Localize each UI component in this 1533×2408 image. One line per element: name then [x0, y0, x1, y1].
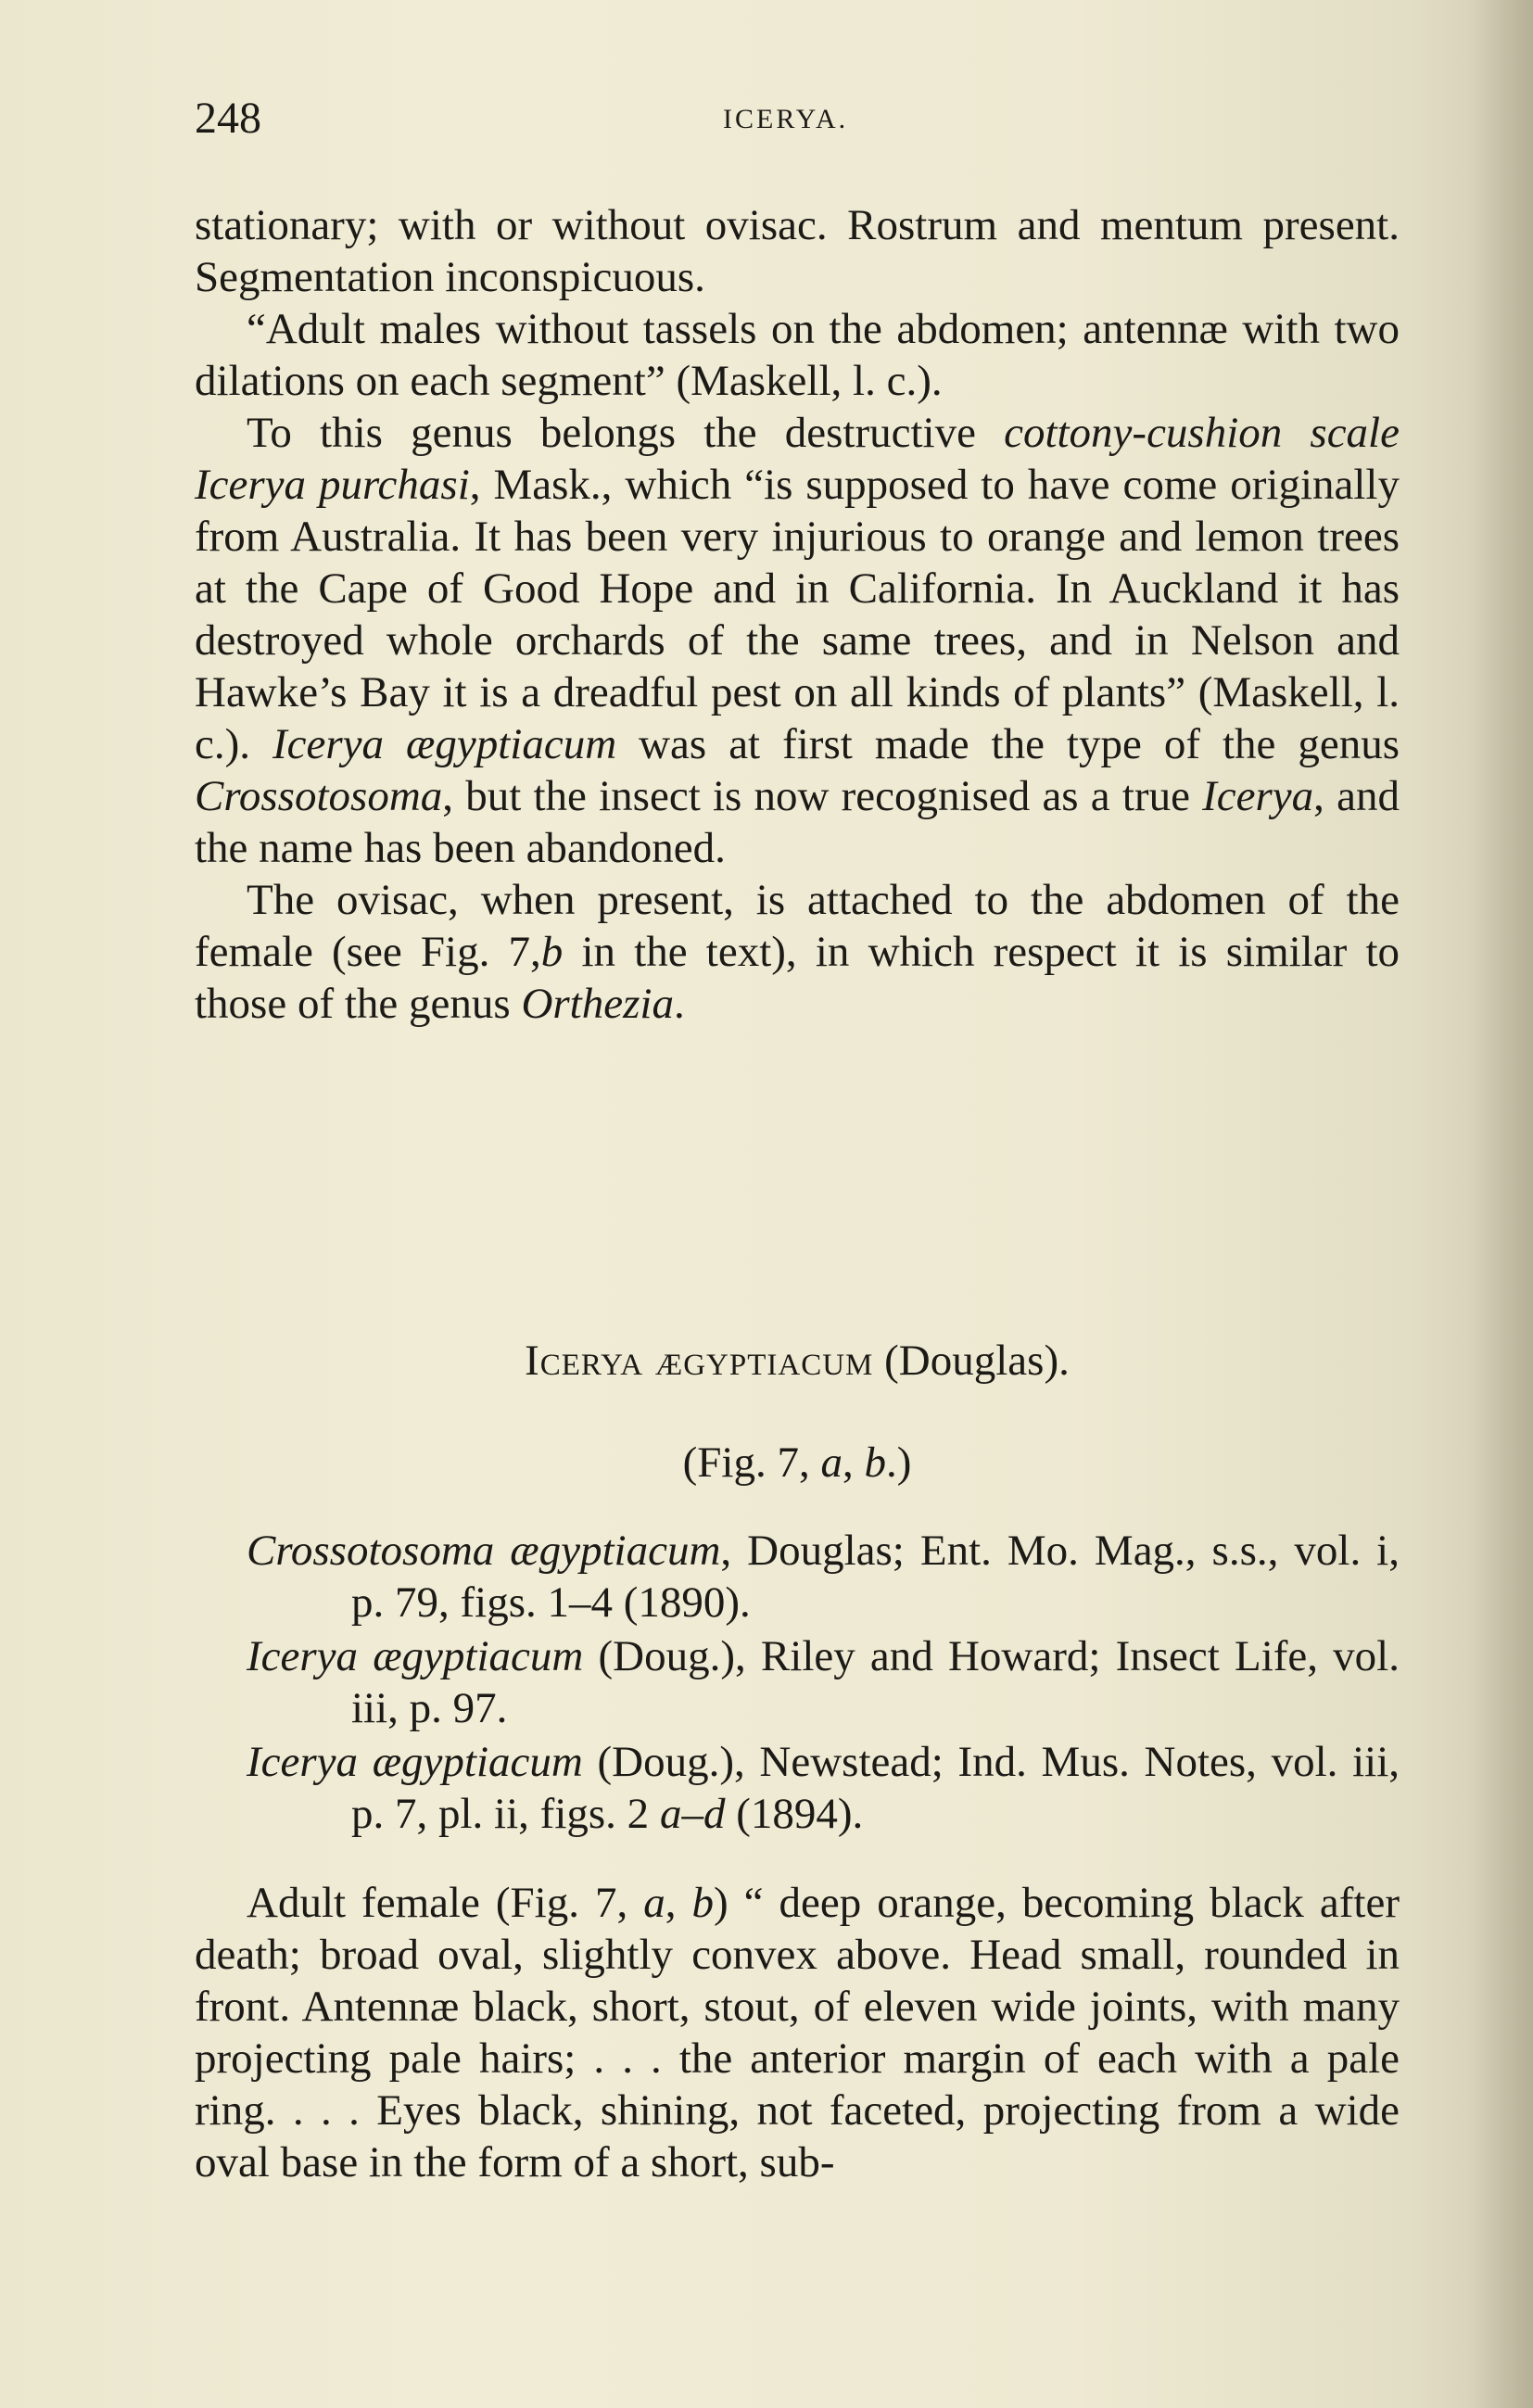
running-head — [195, 93, 1400, 148]
page-edge-shadow — [1468, 0, 1533, 2408]
text-run: The ovisac, when present, is attached to the abdomen of the female (see Fig. 7, — [195, 876, 1400, 976]
text-run: , — [842, 1438, 865, 1487]
page-number: 248 — [195, 94, 261, 143]
synonymy-entry — [247, 1736, 1400, 1840]
italic-figure-letter: a — [643, 1879, 665, 1927]
italic-genus-name: Icerya — [1202, 772, 1314, 820]
species-heading-name: Icerya ægyptiacum — [525, 1337, 874, 1385]
text-run: , and the name has been abandoned. — [195, 772, 1400, 872]
paragraph-ovisac — [195, 874, 1400, 1030]
synonymy-year: (1894). — [725, 1790, 864, 1838]
text-run: , but the insect is now recognised as a true — [442, 772, 1203, 820]
genus-description — [195, 199, 1400, 1030]
italic-species-name: Icerya ægyptiacum — [247, 1632, 584, 1680]
italic-species-name: Icerya ægyptiacum — [247, 1738, 583, 1786]
paragraph-stationary: stationary; with or without ovisac. Rostrum and mentum present. Segmentation inconspicuous. — [195, 201, 1400, 301]
italic-species-name: cottony-cushion scale Icerya purchasi — [195, 409, 1400, 509]
adult-female-description — [195, 1877, 1400, 2188]
paragraph-adult-males: “Adult males without tassels on the abdomen; antennæ with two dilations on each segment” (Maskell, l. c.). — [195, 305, 1400, 405]
text-run: , — [665, 1879, 692, 1927]
italic-figure-letter: b — [540, 928, 564, 976]
synonymy-citation: (Doug.), Riley and Howard; Insect Life, vol. iii, p. 97. — [351, 1632, 1400, 1732]
synonymy-list — [247, 1525, 1400, 1842]
italic-genus-name: Orthezia — [521, 980, 674, 1028]
synonymy-entry — [247, 1630, 1400, 1734]
figure-reference — [195, 1437, 1400, 1489]
italic-figure-letter: a — [820, 1438, 843, 1487]
italic-species-name: Crossotosoma ægyptiacum — [247, 1527, 721, 1575]
italic-figure-letter: b — [691, 1879, 714, 1927]
text-run: .) — [885, 1438, 912, 1487]
paragraph-cottony-cushion — [195, 407, 1400, 874]
species-heading-author: (Douglas). — [873, 1337, 1070, 1385]
text-run: To this genus belongs the destructive — [247, 409, 1005, 457]
italic-figure-letter: b — [864, 1438, 886, 1487]
text-run: Adult female (Fig. 7, — [247, 1879, 644, 1927]
italic-species-name: Icerya ægyptiacum — [272, 720, 617, 768]
species-heading — [195, 1335, 1400, 1387]
synonymy-citation: (Doug.), Newstead; Ind. Mus. Notes, vol. iii, p. 7, pl. ii, figs. 2 — [351, 1738, 1400, 1838]
text-run: ) “ deep orange, becoming black after death; broad oval, slightly convex above. Head small, rounded in front. Antennæ black, short, stout, of eleven wide joints, with many projecting pale hairs; . . . the anterior margin of each with a pale ring. . . . Eyes black, shining, not faceted, projecting from a wide oval base in the form of a short, sub- — [195, 1879, 1400, 2186]
text-run: was at first made the type of the genus — [616, 720, 1400, 768]
text-run: (Fig. 7, — [682, 1438, 821, 1487]
text-run: , Mask., which “is supposed to have come originally from Australia. It has been very injurious to orange and lemon trees at the Cape of Good Hope and in California. In Auckland it has destroyed whole orchards of the same trees, and in Nelson and Hawke’s Bay it is a dreadful pest on all kinds of plants” (Maskell, l. c.). — [195, 461, 1400, 768]
synonymy-entry — [247, 1525, 1400, 1629]
running-title: ICERYA. — [723, 104, 849, 134]
italic-genus-name: Crossotosoma — [195, 772, 443, 820]
italic-figure-range: a–d — [659, 1790, 726, 1838]
text-run: . — [673, 980, 685, 1028]
synonymy-citation: , Douglas; Ent. Mo. Mag., s.s., vol. i, p. 79, figs. 1–4 (1890). — [351, 1527, 1400, 1627]
text-run: in the text), in which respect it is similar to those of the genus — [195, 928, 1400, 1028]
